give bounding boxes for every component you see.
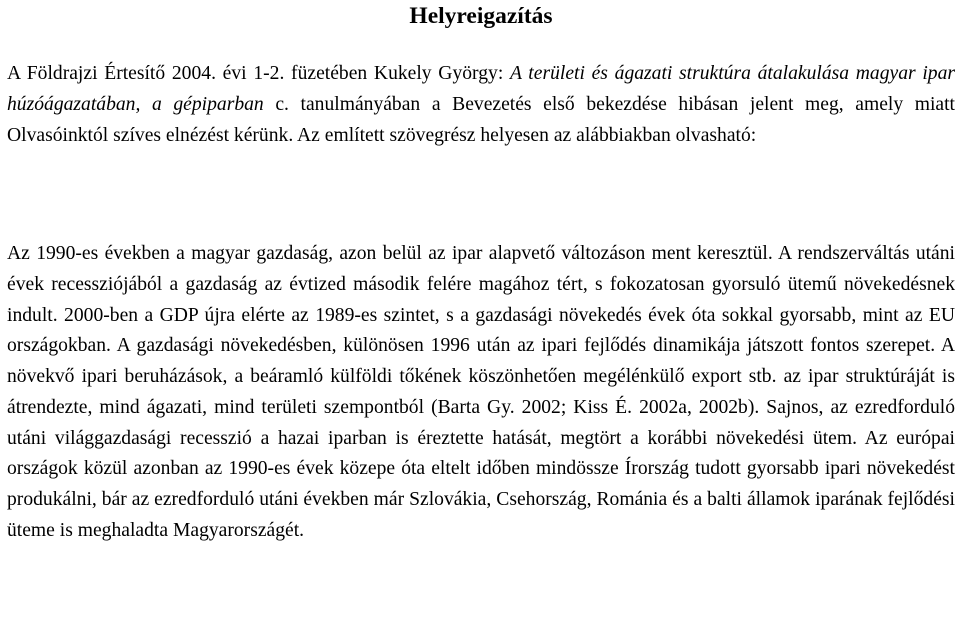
article-title: A területi és ágazati struktúra átalakulása magyar ipar húzóágazatában, a gépiparban	[7, 63, 955, 115]
intro-text-start: A Földrajzi Értesítő 2004. évi 1-2. füzetében Kukely György:	[7, 63, 510, 84]
document-page	[7, 0, 956, 541]
intro-text-end: c. tanulmányában a Bevezetés első bekezdése hibásan jelent meg, amely miatt Olvasóinktól szíves elnézést kérünk. Az említett szövegrész helyesen az alábbiakban olvasható:	[7, 93, 956, 146]
intro-paragraph	[7, 59, 955, 151]
page-title: Helyreigazítás	[409, 3, 553, 29]
corrected-paragraph: Az 1990-es években a magyar gazdaság, azon belül az ipar alapvető változáson ment keresztül. A rendszerváltás utáni évek recessziójából a gazdaság az évtized második felére magához tért, s fokozatosan gyorsuló ütemű növekedésnek indult. 2000-ben a GDP újra elérte az 1989-es szintet, s a gazdasági növekedés évek óta sokkal gyorsabb, mint az EU országokban. A gazdasági növekedésben, különösen 1996 után az ipari fejlődés dinamikája játszott fontos szerepet. A növekvő ipari beruházások, a beáramló külföldi tőkének köszönhetően megélénkülő export stb. az ipar struktúráját is átrendezte, mind ágazati, mind területi szempontból (Barta Gy. 2002; Kiss É. 2002a, 2002b). Sajnos, az ezredforduló utáni világgazdasági recesszió a hazai iparban is éreztette hatását, megtört a korábbi növekedési ütem. Az európai országok közül azonban az 1990-es évek közepe óta eltelt időben mindössze Írország tudott gyorsabb ipari növekedést produkálni, bár az ezredforduló utáni években már Szlovákia, Csehország, Románia és a balti államok iparának fejlődési üteme is meghaladta Magyarországét.	[7, 243, 955, 541]
